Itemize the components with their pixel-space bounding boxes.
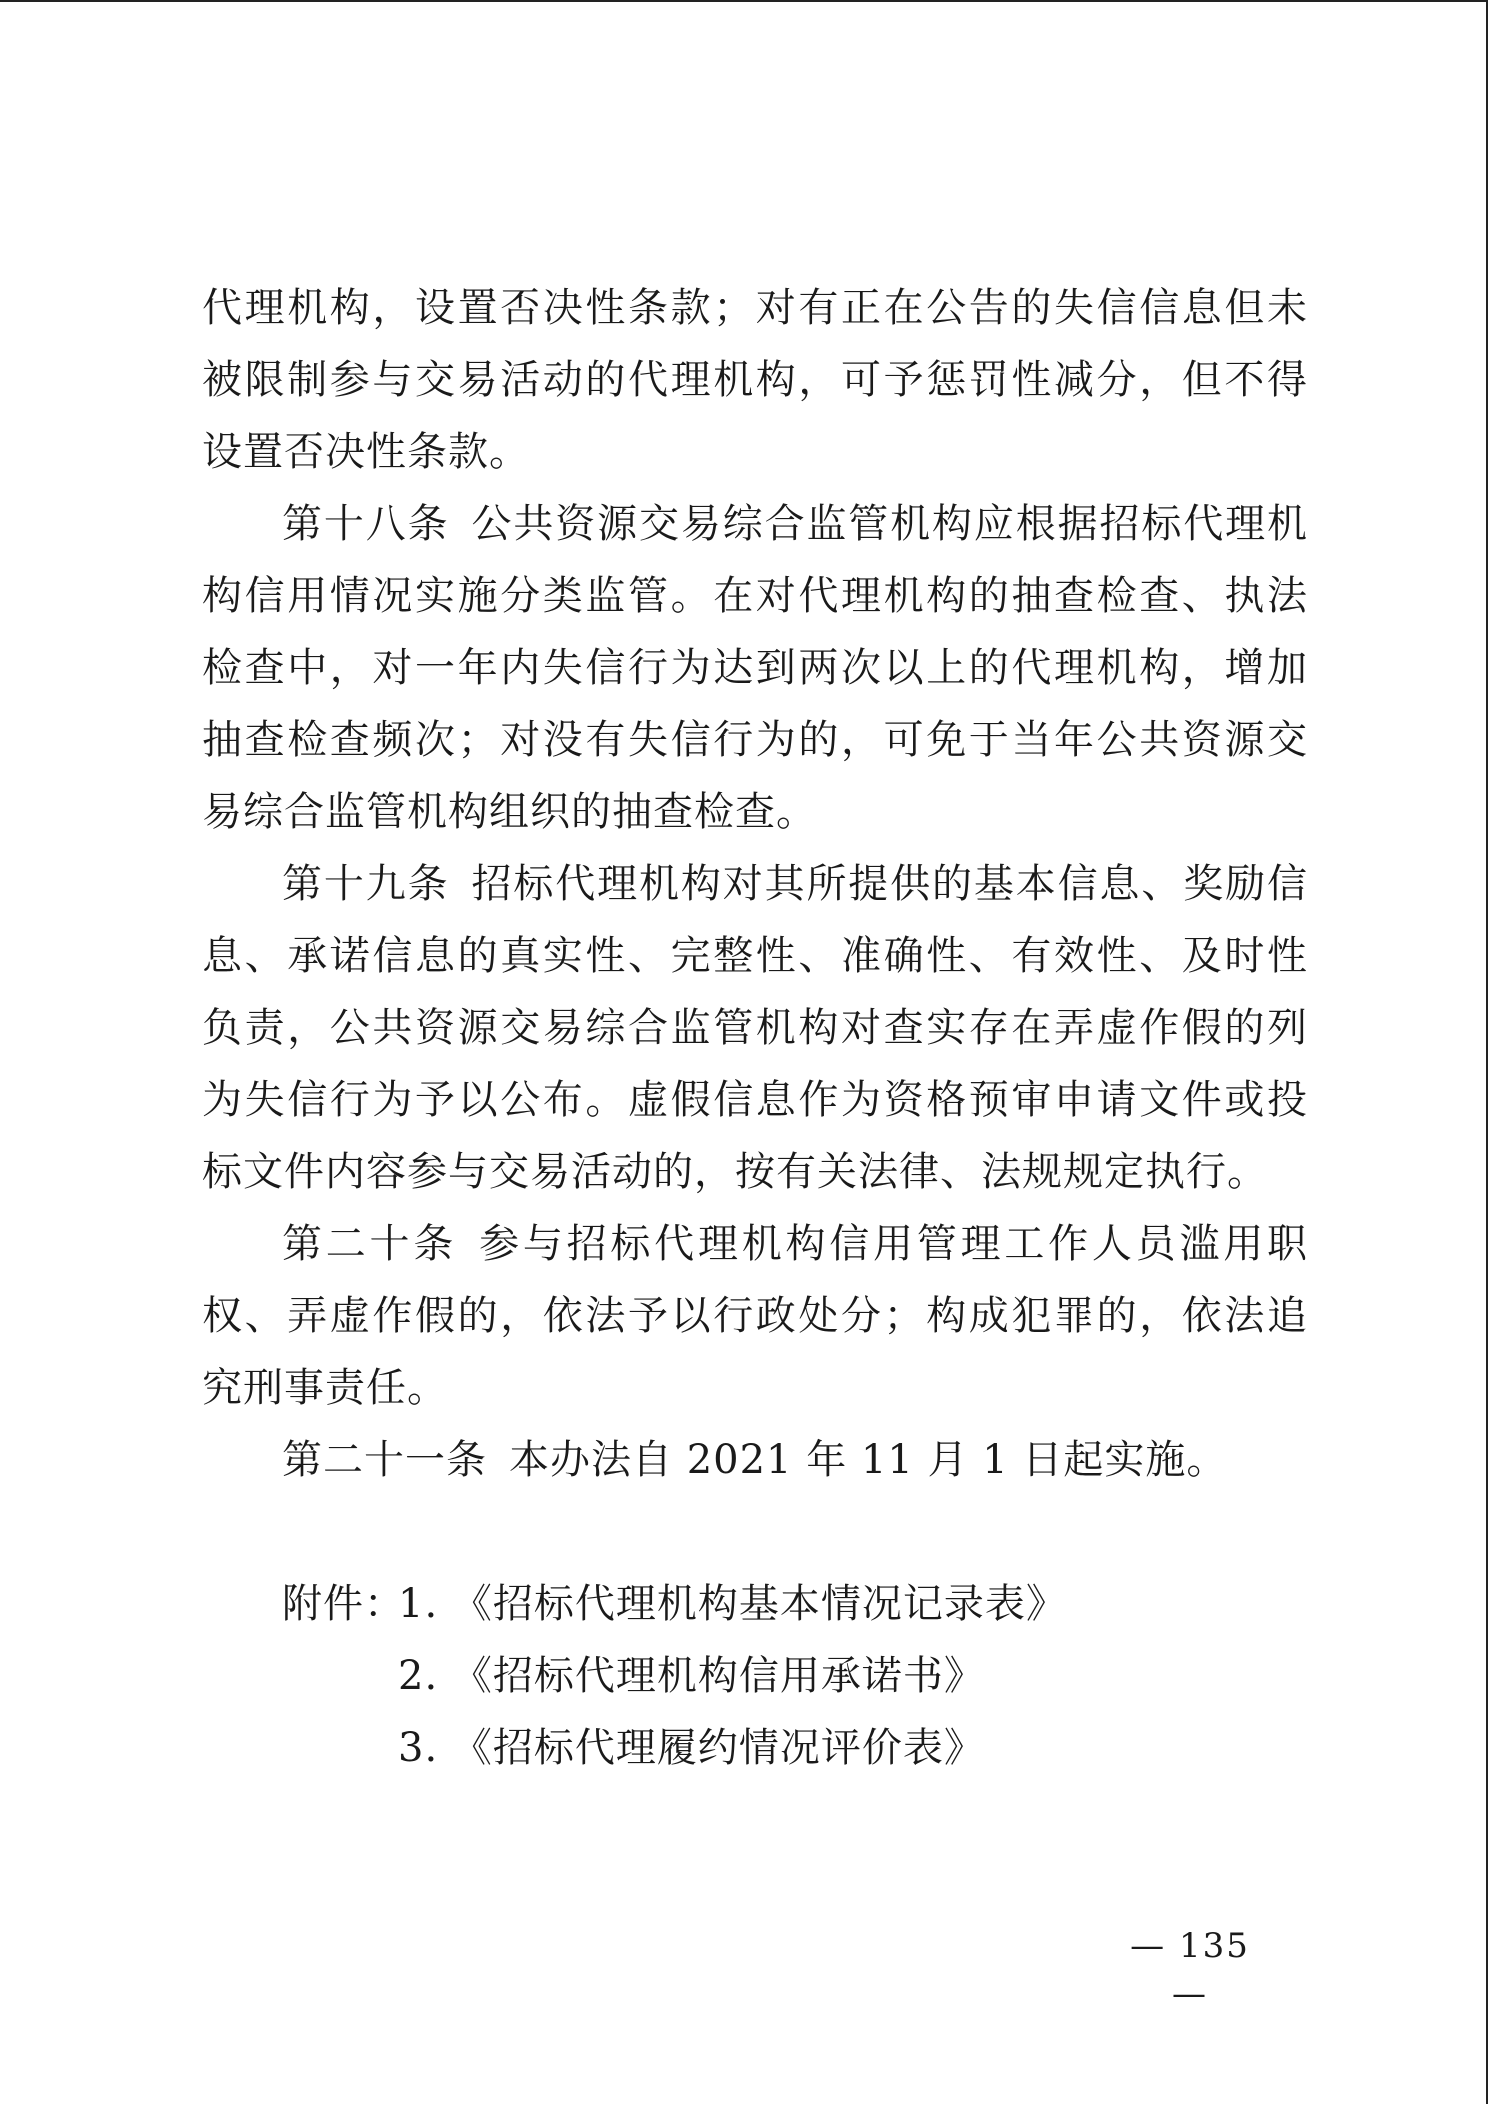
page-top-border [0,0,1488,2]
page-number: — 135 — [1130,1926,1250,2014]
attachment-item-1-text: 1. 《招标代理机构基本情况记录表》 [398,1581,1067,1627]
attachment-item-1 [202,1568,1308,1640]
document-body [202,272,1308,1784]
attachment-item-2 [202,1640,1308,1712]
article-18-text: 公共资源交易综合监管机构应根据招标代理机构信用情况实施分类监管。在对代理机构的抽查检查、执法检查中，对一年内失信行为达到两次以上的代理机构，增加抽查检查频次；对没有失信行为的，可免于当年公共资源交易综合监管机构组织的抽查检查。 [202,501,1309,835]
article-19 [202,848,1308,1208]
article-19-number: 第十九条 [282,861,450,907]
article-20-text: 参与招标代理机构信用管理工作人员滥用职权、弄虚作假的，依法予以行政处分；构成犯罪的，依法追究刑事责任。 [202,1221,1309,1411]
article-20-number: 第二十条 [282,1221,458,1267]
article-19-text: 招标代理机构对其所提供的基本信息、奖励信息、承诺信息的真实性、完整性、准确性、有效性、及时性负责，公共资源交易综合监管机构对查实存在弄虚作假的列为失信行为予以公布。虚假信息作为资格预审申请文件或投标文件内容参与交易活动的，按有关法律、法规规定执行。 [202,861,1309,1195]
attachment-item-2-text: 2. 《招标代理机构信用承诺书》 [398,1653,985,1699]
attachment-item-3 [202,1712,1308,1784]
attachment-spacer [202,1496,1308,1568]
article-18-number: 第十八条 [282,501,450,547]
article-18 [202,488,1308,848]
attachment-item-3-text: 3. 《招标代理履约情况评价表》 [398,1725,985,1771]
attachment-label: 附件： [282,1581,405,1627]
article-21-text: 本办法自 2021 年 11 月 1 日起实施。 [509,1437,1228,1483]
article-21 [202,1424,1308,1496]
article-21-number: 第二十一条 [282,1437,487,1483]
continuation-paragraph: 代理机构，设置否决性条款；对有正在公告的失信信息但未被限制参与交易活动的代理机构，可予惩罚性减分，但不得设置否决性条款。 [202,285,1308,475]
article-20 [202,1208,1308,1424]
